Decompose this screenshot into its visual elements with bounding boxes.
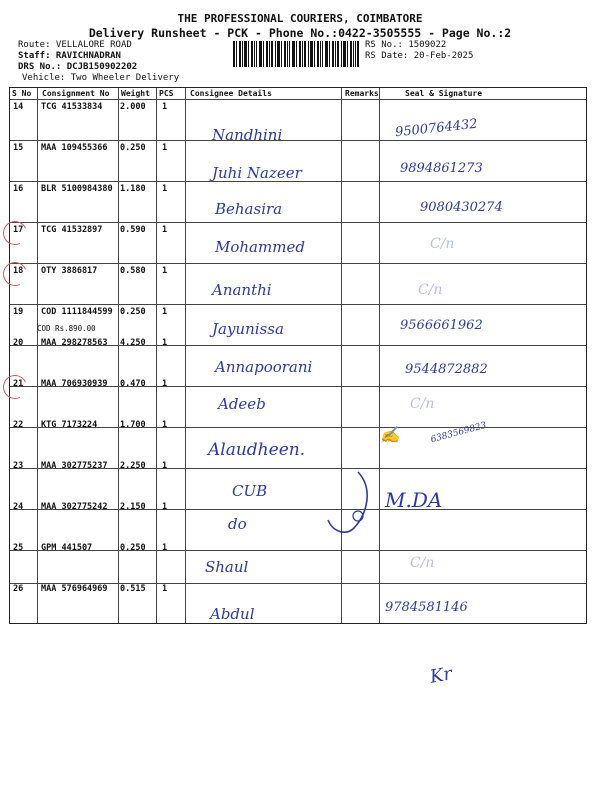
signature: C/n [430,236,455,252]
row-pcs: 1 [162,502,168,512]
signature: C/n [418,282,443,298]
row-sno: 21 [13,379,24,389]
vehicle-label: Vehicle: Two Wheeler Delivery [22,73,180,83]
row-consignment: MAA 302775242 [41,502,108,512]
row-weight: 1.180 [120,184,146,194]
barcode-image [233,41,359,67]
header-remarks: Remarks [345,89,379,98]
signature: C/n [410,555,435,571]
consignee-name: Alaudheen. [208,440,306,460]
row-pcs: 1 [162,266,168,276]
staff-label: Staff: RAVICHNADRAN [18,51,121,61]
row-pcs: 1 [162,225,168,235]
signature: 6383569823 [429,420,488,446]
row-sno: 19 [13,307,24,317]
consignee-name: do [228,515,247,533]
signature: 9894861273 [400,161,483,176]
row-sno: 18 [13,266,24,276]
row-weight: 2.150 [120,502,146,512]
row-consignment: TCG 41532897 [41,225,103,235]
consignee-name: Behasira [215,200,283,218]
drs-label: DRS No.: DCJB150902202 [18,62,138,72]
header-consignee: Consignee Details [190,89,272,98]
col-divider [37,88,38,623]
header-consignment: Consignment No [42,89,110,98]
signature: 9784581146 [385,600,468,615]
row-pcs: 1 [162,143,168,153]
row-weight: 0.250 [120,143,146,153]
row-consignment: COD 1111844599 [41,307,113,317]
header-signature: Seal & Signature [405,89,483,98]
consignee-name: Nandhini [212,126,283,144]
signature-scribble: ✍ [380,425,400,444]
row-sno: 14 [13,102,24,112]
row-pcs: 1 [162,307,168,317]
row-pcs: 1 [162,102,168,112]
row-pcs: 1 [162,584,168,594]
col-divider [118,88,119,623]
row-weight: 0.580 [120,266,146,276]
row-weight: 0.250 [120,543,146,553]
consignee-name: Abdul [210,605,255,623]
consignee-name: Juhi Nazeer [212,164,302,182]
row-sno: 23 [13,461,24,471]
row-rule [10,550,586,551]
row-weight: 0.590 [120,225,146,235]
row-weight: 4.250 [120,338,146,348]
row-weight: 1.700 [120,420,146,430]
consignee-name: Jayunissa [212,320,284,338]
row-consignment: MAA 298278563 [41,338,108,348]
row-weight: 2.000 [120,102,146,112]
row-consignment: BLR 5100984380 [41,184,113,194]
row-pcs: 1 [162,338,168,348]
consignee-name: Mohammed [215,238,305,256]
runsheet-subtitle: Delivery Runsheet - PCK - Phone No.:0422-3505555 - Page No.:2 [88,26,512,40]
row-pcs: 1 [162,184,168,194]
consignee-name: Ananthi [212,281,272,299]
row-sno: 25 [13,543,24,553]
signature: C/n [410,396,435,412]
col-divider [185,88,186,623]
signature: 9544872882 [405,362,488,377]
row-consignment: MAA 576964969 [41,584,108,594]
row-sno: 24 [13,502,24,512]
row-sno: 22 [13,420,24,430]
row-consignment: TCG 41533834 [41,102,103,112]
header-rule [10,99,586,100]
row-weight: 2.250 [120,461,146,471]
row-sno: 17 [13,225,24,235]
signature: 9566661962 [400,318,483,333]
header-weight: Weight [121,89,150,98]
consignee-name: Shaul [205,558,249,576]
row-rule [10,263,586,264]
col-divider [156,88,157,623]
signature: 9080430274 [420,200,503,215]
row-weight: 0.515 [120,584,146,594]
row-pcs: 1 [162,379,168,389]
bracket-scribble [318,468,378,540]
consignee-name: CUB [232,482,268,500]
row-pcs: 1 [162,543,168,553]
row-rule [10,222,586,223]
row-consignment: MAA 706930939 [41,379,108,389]
header-sno: S No [12,89,32,98]
col-divider [379,88,380,623]
row-sno: 15 [13,143,24,153]
row-sno: 26 [13,584,24,594]
rs-no-label: RS No.: 1509022 [365,40,447,50]
row-pcs: 1 [162,461,168,471]
row-consignment: MAA 302775237 [41,461,108,471]
header-pcs: PCS [159,89,174,98]
row-sno: 20 [13,338,24,348]
row-pcs: 1 [162,420,168,430]
row-weight: 0.470 [120,379,146,389]
cod-amount: COD Rs.890.00 [37,324,96,333]
row-sno: 16 [13,184,24,194]
consignee-name: Annapoorani [215,358,313,376]
rs-date-label: RS Date: 20-Feb-2025 [365,51,474,61]
col-divider [341,88,342,623]
signature: 9500764432 [394,116,479,141]
row-consignment: MAA 109455366 [41,143,108,153]
row-weight: 0.250 [120,307,146,317]
row-rule [10,140,586,141]
signature: M.DA [385,488,443,512]
row-consignment: OTY 3886817 [41,266,98,276]
row-consignment: GPM 441507 [41,543,93,553]
route-label: Route: VELLALORE ROAD [18,40,132,50]
row-rule [10,304,586,305]
row-consignment: KTG 7173224 [41,420,98,430]
company-title: THE PROFESSIONAL COURIERS, COIMBATORE [177,12,423,25]
footer-initials: Kr [428,663,454,688]
consignee-name: Adeeb [218,395,266,413]
